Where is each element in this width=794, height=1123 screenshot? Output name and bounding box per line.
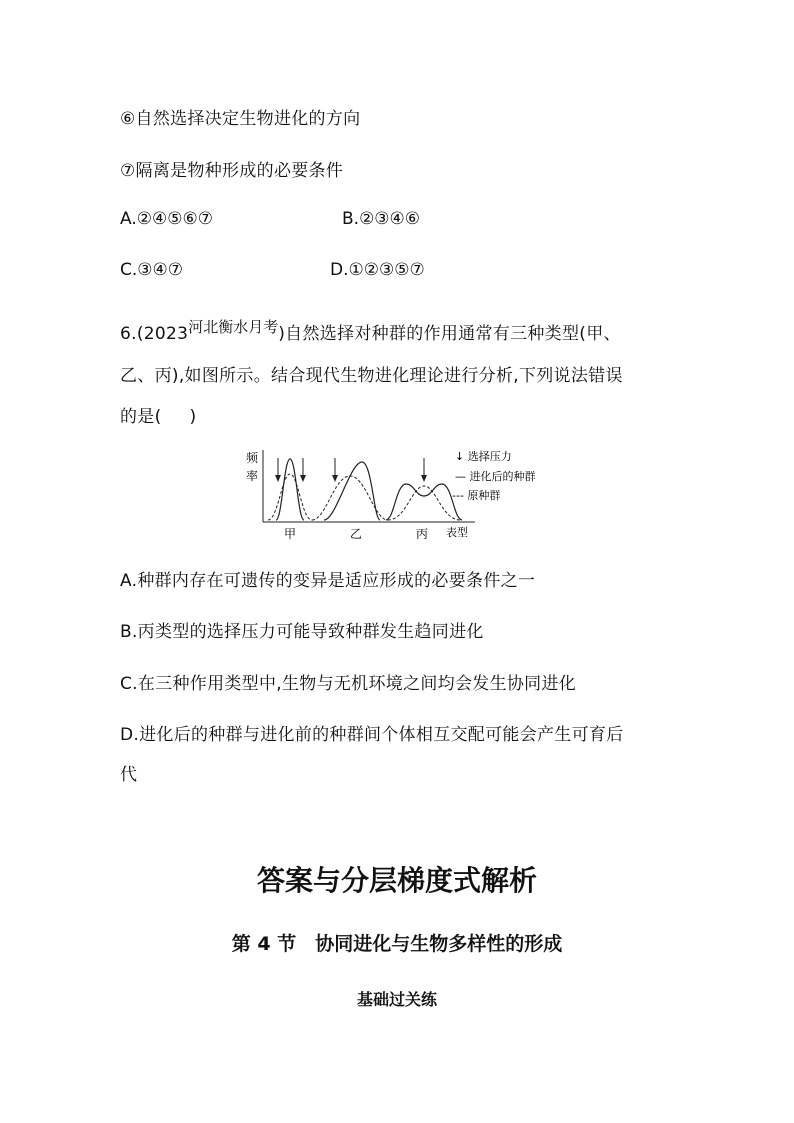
group-label-yi: 乙 xyxy=(350,527,363,541)
subsection-title: 基础过关练 xyxy=(356,990,437,1009)
q6-option-a: A.种群内存在可遗传的变异是适应形成的必要条件之一 xyxy=(120,571,536,591)
group-label-bing: 丙 xyxy=(416,527,429,541)
legend-arrow: ↓ 选择压力 xyxy=(455,450,512,463)
jia-arrow-right-head xyxy=(300,475,306,482)
figure-ylabel-1: 频 xyxy=(246,451,259,465)
jia-evolved xyxy=(276,459,304,520)
legend-solid: — 进化后的种群 xyxy=(455,470,536,483)
q6-option-b: B.丙类型的选择压力可能导致种群发生趋同进化 xyxy=(120,622,484,642)
question-6-stem-line1 xyxy=(120,319,621,344)
bing-evolved xyxy=(386,484,462,520)
item-6: ⑥自然选择决定生物进化的方向 xyxy=(120,109,361,129)
figure-ylabel-2: 率 xyxy=(246,469,259,483)
question-number: 6.(2023 xyxy=(120,324,189,344)
stem-part3: 的是( xyxy=(120,407,162,427)
yi-arrow-head xyxy=(332,475,338,482)
natural-selection-figure xyxy=(240,444,560,544)
question-6-stem-line3 xyxy=(120,402,196,427)
answer-title: 答案与分层梯度式解析 xyxy=(256,864,537,897)
q5-option-d: D.①②③⑤⑦ xyxy=(330,260,425,280)
q6-option-d-line2: 代 xyxy=(120,765,138,785)
item-7: ⑦隔离是物种形成的必要条件 xyxy=(120,161,344,181)
stem-close: ) xyxy=(189,407,197,427)
group-label-jia: 甲 xyxy=(284,527,297,541)
section-title: 第 4 节 协同进化与生物多样性的形成 xyxy=(231,933,563,955)
jia-original xyxy=(268,474,312,520)
bing-arrow-head xyxy=(421,475,427,482)
q5-option-a: A.②④⑤⑥⑦ xyxy=(120,209,213,229)
figure-xlabel: 表型 xyxy=(446,526,468,539)
q6-option-d-line1: D.进化后的种群与进化前的种群间个体相互交配可能会产生可育后 xyxy=(120,725,624,745)
question-source: 河北衡水月考 xyxy=(188,318,279,336)
yi-evolved xyxy=(324,462,380,520)
legend-dashed: --- 原种群 xyxy=(452,489,501,502)
jia-arrow-left-head xyxy=(275,475,281,482)
q5-option-c: C.③④⑦ xyxy=(120,260,183,280)
question-stem-part1: )自然选择对种群的作用通常有三种类型(甲、 xyxy=(278,324,621,344)
question-6-stem-line2: 乙、丙),如图所示。结合现代生物进化理论进行分析,下列说法错误 xyxy=(120,366,623,386)
q6-option-c: C.在三种作用类型中,生物与无机环境之间均会发生协同进化 xyxy=(120,674,577,694)
q5-option-b: B.②③④⑥ xyxy=(342,209,421,229)
